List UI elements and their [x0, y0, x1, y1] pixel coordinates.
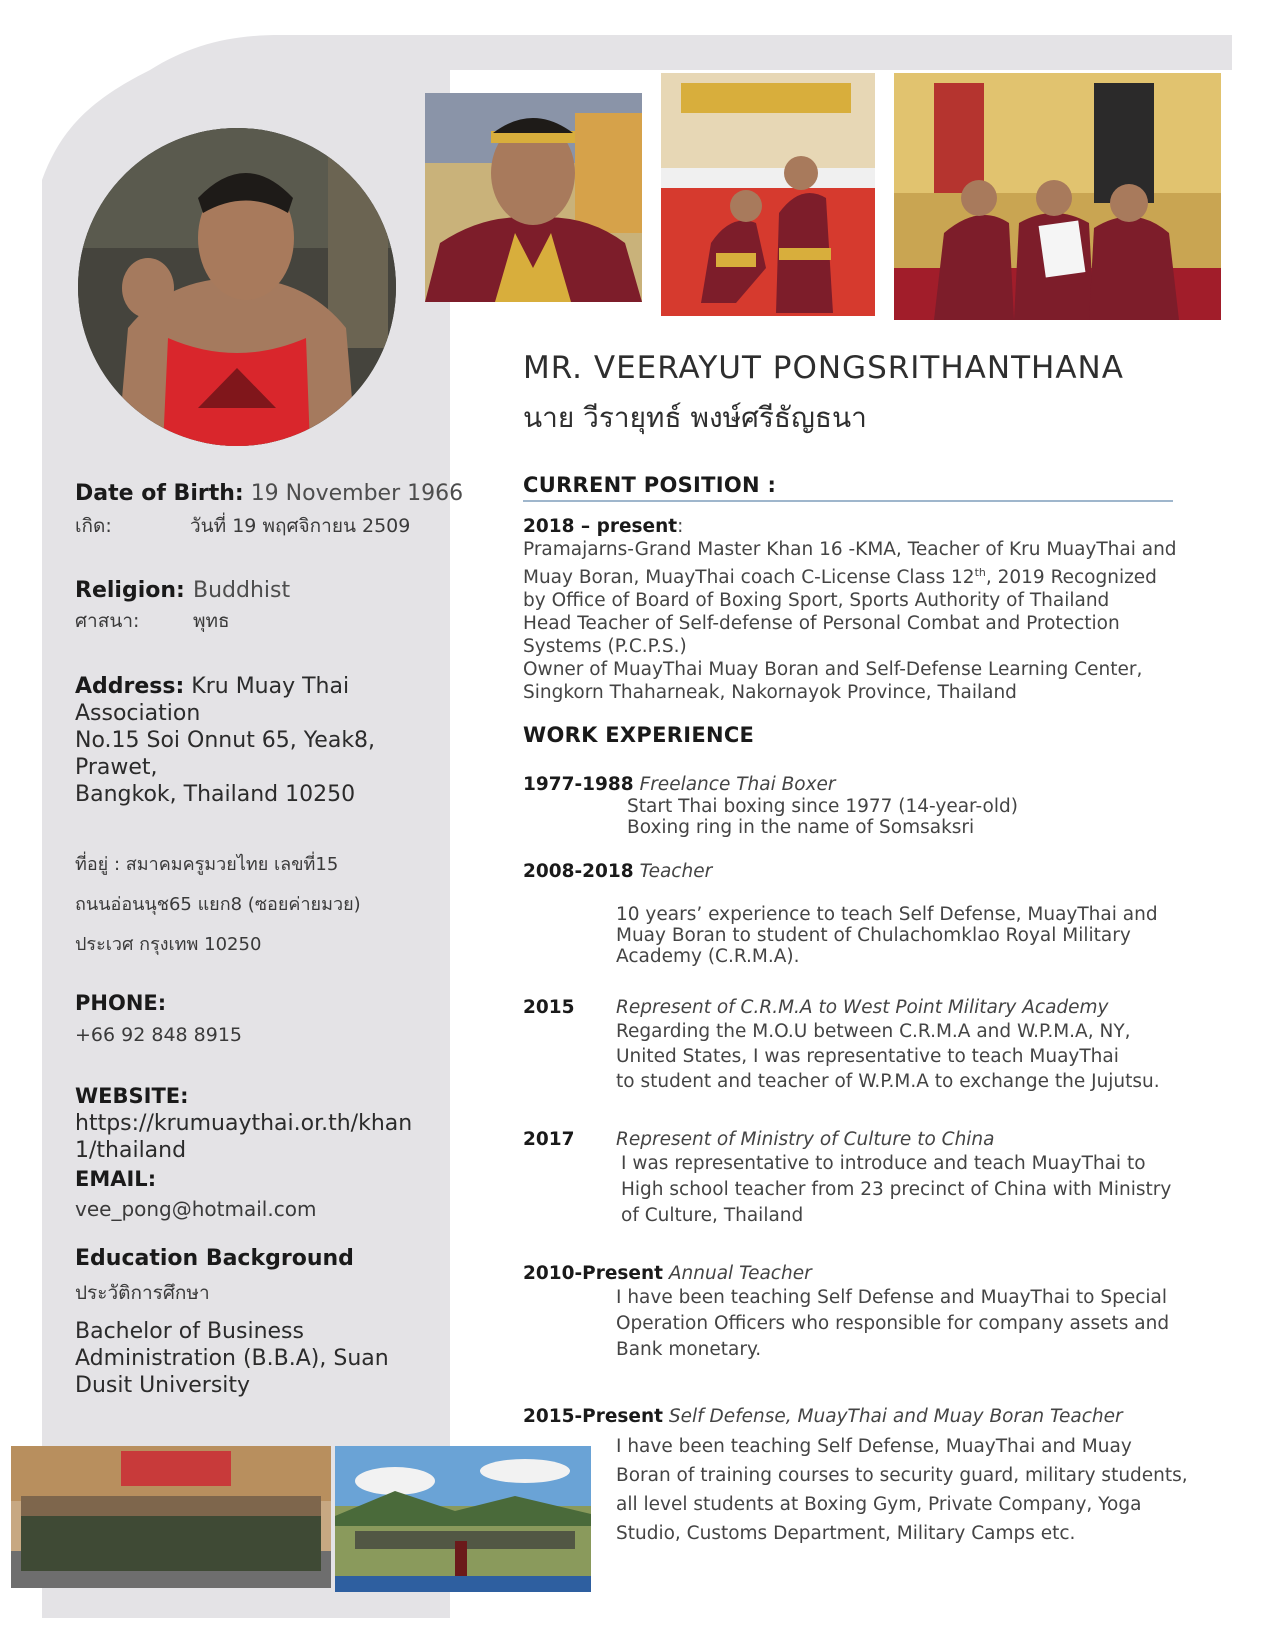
work-line: of Culture, Thailand [621, 1205, 804, 1226]
address-line [75, 673, 445, 700]
address-line-3: No.15 Soi Onnut 65, Yeak8, [75, 728, 376, 753]
work-lines [523, 1285, 1183, 1363]
work-title: Self Defense, MuayThai and Muay Boran Teacher [668, 1406, 1123, 1427]
work-year: 2017 [523, 1129, 575, 1150]
address-thai-block [75, 845, 361, 965]
work-entry [523, 860, 1183, 967]
work-year: 1977-1988 [523, 774, 634, 795]
religion-label-thai: ศาสนา: [75, 610, 140, 632]
address-line-4: Prawet, [75, 755, 158, 780]
work-entry-header [523, 860, 1183, 883]
phone-value: +66 92 848 8915 [75, 1024, 243, 1046]
work-title: Annual Teacher [668, 1263, 812, 1284]
work-line: 10 years’ experience to teach Self Defense, MuayThai and [616, 904, 1158, 925]
website-value[interactable] [75, 1110, 412, 1164]
address-label: Address: [75, 674, 185, 699]
education-label-thai: ประวัติการศึกษา [75, 1282, 210, 1304]
work-entry [523, 773, 1183, 838]
work-entry [523, 996, 1183, 1094]
dob-label: Date of Birth: [75, 481, 244, 506]
work-line: Regarding the M.O.U between C.R.M.A and W.P.M.A, NY, [616, 1021, 1131, 1042]
work-entry-header [523, 773, 1183, 796]
work-entry [523, 1262, 1183, 1363]
dob-line [75, 480, 463, 507]
current-period-line [523, 515, 1183, 538]
work-lines [523, 1019, 1183, 1094]
work-line: Studio, Customs Department, Military Camps etc. [616, 1523, 1076, 1544]
address-line-5: Bangkok, Thailand 10250 [75, 782, 356, 807]
name-thai: นาย วีรายุทธ์ พงษ์ศรีธัญธนา [523, 401, 867, 434]
current-period-colon: : [677, 516, 684, 537]
current-line-5: Systems (P.C.P.S.) [523, 636, 687, 658]
ceremony-kneeling-photo [661, 73, 875, 316]
certificate-ceremony-photo [894, 73, 1221, 320]
religion-label: Religion: [75, 578, 185, 603]
work-entry-header [523, 996, 1183, 1019]
work-title: Teacher [639, 861, 713, 882]
email-value[interactable]: vee_pong@hotmail.com [75, 1197, 317, 1221]
work-line: Academy (C.R.M.A). [616, 946, 800, 967]
current-period: 2018 – present [523, 516, 678, 537]
religion-value: Buddhist [193, 578, 291, 603]
work-entry-header [523, 1262, 1183, 1285]
education-line-3: Dusit University [75, 1373, 251, 1398]
military-group-photo [11, 1446, 331, 1588]
ordinal-superscript: th [974, 566, 986, 579]
current-line-2-part-b: , 2019 Recognized [985, 567, 1157, 589]
work-line: I have been teaching Self Defense, MuayThai and Muay [616, 1436, 1132, 1457]
current-line-6: Owner of MuayThai Muay Boran and Self-Defense Learning Center, [523, 659, 1143, 681]
website-line-2[interactable]: 1/thailand [75, 1138, 187, 1163]
address-line-1: Kru Muay Thai [191, 674, 350, 699]
work-line: High school teacher from 23 precinct of China with Ministry [621, 1179, 1172, 1200]
work-title: Freelance Thai Boxer [639, 774, 836, 795]
work-year: 2015-Present [523, 1406, 663, 1427]
work-title: Represent of Ministry of Culture to China [616, 1129, 995, 1150]
current-line-7: Singkorn Thaharneak, Nakornayok Province, Thailand [523, 682, 1017, 704]
current-position-block [523, 515, 1183, 704]
work-line: I was representative to introduce and teach MuayThai to [621, 1153, 1146, 1174]
work-line: Operation Officers who responsible for company assets and [616, 1313, 1170, 1334]
work-line: Boxing ring in the name of Somsaksri [627, 817, 975, 838]
address-line-2: Association [75, 701, 201, 726]
work-line: Bank monetary. [616, 1339, 762, 1360]
work-line: United States, I was representative to teach MuayThai [616, 1046, 1119, 1067]
work-line: I have been teaching Self Defense and MuayThai to Special [616, 1287, 1168, 1308]
address-thai-line-1: ที่อยู่ : สมาคมครูมวยไทย เลขที่15 [75, 854, 339, 875]
current-line-4: Head Teacher of Self-defense of Personal Combat and Protection [523, 613, 1120, 635]
work-lines [523, 796, 1183, 838]
address-block [75, 673, 445, 808]
phone-label: PHONE: [75, 991, 167, 1015]
work-lines [523, 1151, 1183, 1229]
heading-rule [523, 500, 1173, 502]
work-lines [523, 904, 1183, 967]
dob-value: 19 November 1966 [250, 481, 464, 506]
portrait-headband-photo [425, 93, 642, 302]
work-title: Represent of C.R.M.A to West Point Military Academy [616, 997, 1109, 1018]
current-line-1: Pramajarns-Grand Master Khan 16 -KMA, Teacher of Kru MuayThai and [523, 539, 1177, 560]
work-line: Muay Boran to student of Chulachomklao Royal Military [616, 925, 1131, 946]
website-line-1[interactable]: https://krumuaythai.or.th/khan [75, 1111, 413, 1136]
work-lines [523, 1432, 1203, 1548]
work-line: Start Thai boxing since 1977 (14-year-old) [627, 796, 1018, 817]
religion-value-thai: พุทธ [193, 610, 230, 632]
address-thai-line-3: ประเวศ กรุงเทพ 10250 [75, 934, 262, 955]
work-entry-header [523, 1405, 1203, 1428]
email-label: EMAIL: [75, 1167, 157, 1191]
work-year: 2008-2018 [523, 861, 634, 882]
name-english: MR. VEERAYUT PONGSRITHANTHANA [523, 350, 1124, 386]
education-line-2: Administration (B.B.A), Suan [75, 1346, 389, 1371]
education-label: Education Background [75, 1246, 354, 1271]
work-line: Boran of training courses to security guard, military students, [616, 1465, 1188, 1486]
address-thai-line-2: ถนนอ่อนนุช65 แยก8 (ซอยค่ายมวย) [75, 894, 361, 915]
work-line: all level students at Boxing Gym, Private Company, Yoga [616, 1494, 1142, 1515]
profile-photo [78, 128, 396, 446]
current-position-heading: CURRENT POSITION : [523, 473, 777, 497]
dob-label-thai: เกิด: [75, 515, 112, 537]
website-label: WEBSITE: [75, 1084, 189, 1108]
work-entry [523, 1128, 1183, 1229]
work-year: 2015 [523, 997, 575, 1018]
work-entry [523, 1405, 1203, 1548]
work-year: 2010-Present [523, 1263, 663, 1284]
education-line-1: Bachelor of Business [75, 1319, 304, 1344]
work-line: to student and teacher of W.P.M.A to exchange the Jujutsu. [616, 1071, 1160, 1092]
current-line-2-part-a: Muay Boran, MuayThai coach C-License Class 12 [523, 567, 975, 589]
current-line-3: by Office of Board of Boxing Sport, Sports Authority of Thailand [523, 590, 1110, 612]
current-line-2 [523, 561, 1183, 589]
education-value [75, 1318, 389, 1399]
work-experience-heading: WORK EXPERIENCE [523, 723, 755, 747]
dob-value-thai: วันที่ 19 พฤศจิกายน 2509 [190, 515, 411, 537]
work-entry-header [523, 1128, 1183, 1151]
